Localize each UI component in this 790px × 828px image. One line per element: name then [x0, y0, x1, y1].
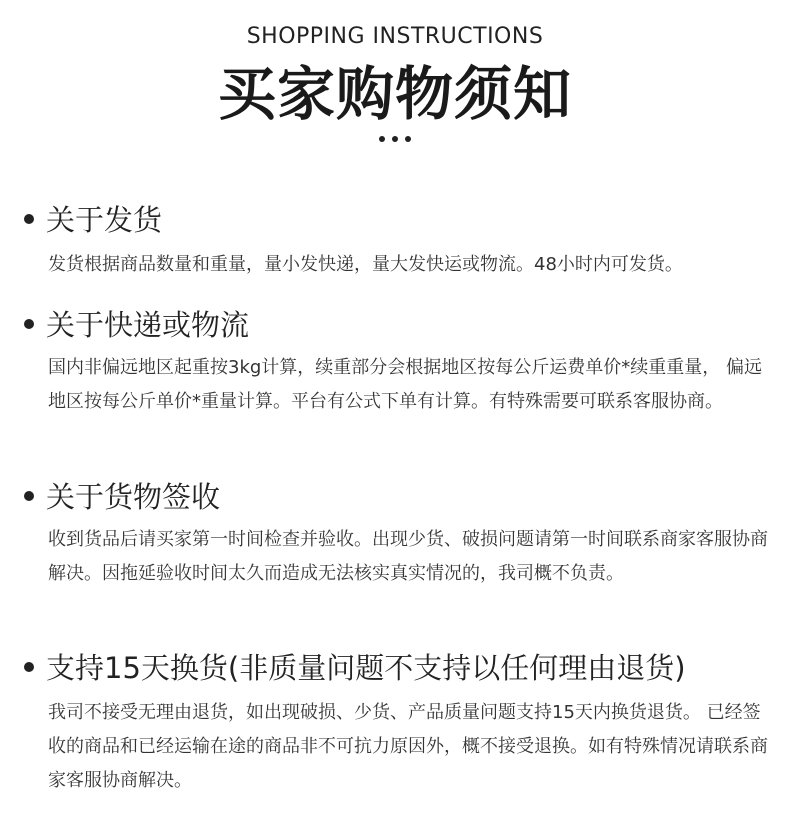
- bullet-icon: [24, 319, 34, 329]
- section-title: [24, 305, 249, 345]
- header-subtitle-en: SHOPPING INSTRUCTIONS: [246, 24, 544, 49]
- section-body: 发货根据商品数量和重量，量小发快递，量大发快运或物流。48小时内可发货。: [48, 254, 683, 275]
- section-title-text: 关于发货: [46, 203, 163, 237]
- section-title-text: 支持15天换货(非质量问题不支持以任何理由退货): [46, 651, 686, 685]
- page-title: 买家购物须知: [217, 60, 572, 128]
- section-body: 国内非偏远地区起重按3kg计算，续重部分会根据地区按每公斤运费单价*续重重量， 偏远地区按每公斤单价*重量计算。平台有公式下单有计算。有特殊需要可联系客服协商。: [48, 357, 763, 412]
- section-title: [24, 200, 162, 240]
- section-title: [24, 648, 686, 688]
- bullet-icon: [24, 214, 34, 224]
- section-body: 我司不接受无理由退货，如出现破损、少货、产品质量问题支持15天内换货退货。 已经签收的商品和已经运输在途的商品非不可抗力原因外，概不接受退换。如有特殊情况请联系商家客服协商解决。: [48, 702, 768, 791]
- dot-icon: [392, 136, 398, 142]
- bullet-icon: [24, 491, 34, 501]
- section-title: [24, 477, 220, 517]
- section-title-text: 关于快递或物流: [46, 308, 250, 342]
- bullet-icon: [24, 662, 34, 672]
- section-title-text: 关于货物签收: [46, 480, 221, 514]
- decorative-dots: [0, 136, 790, 142]
- section-body: 收到货品后请买家第一时间检查并验收。出现少货、破损问题请第一时间联系商家客服协商解决。因拖延验收时间太久而造成无法核实真实情况的，我司概不负责。: [48, 529, 768, 584]
- dot-icon: [379, 136, 385, 142]
- dot-icon: [405, 136, 411, 142]
